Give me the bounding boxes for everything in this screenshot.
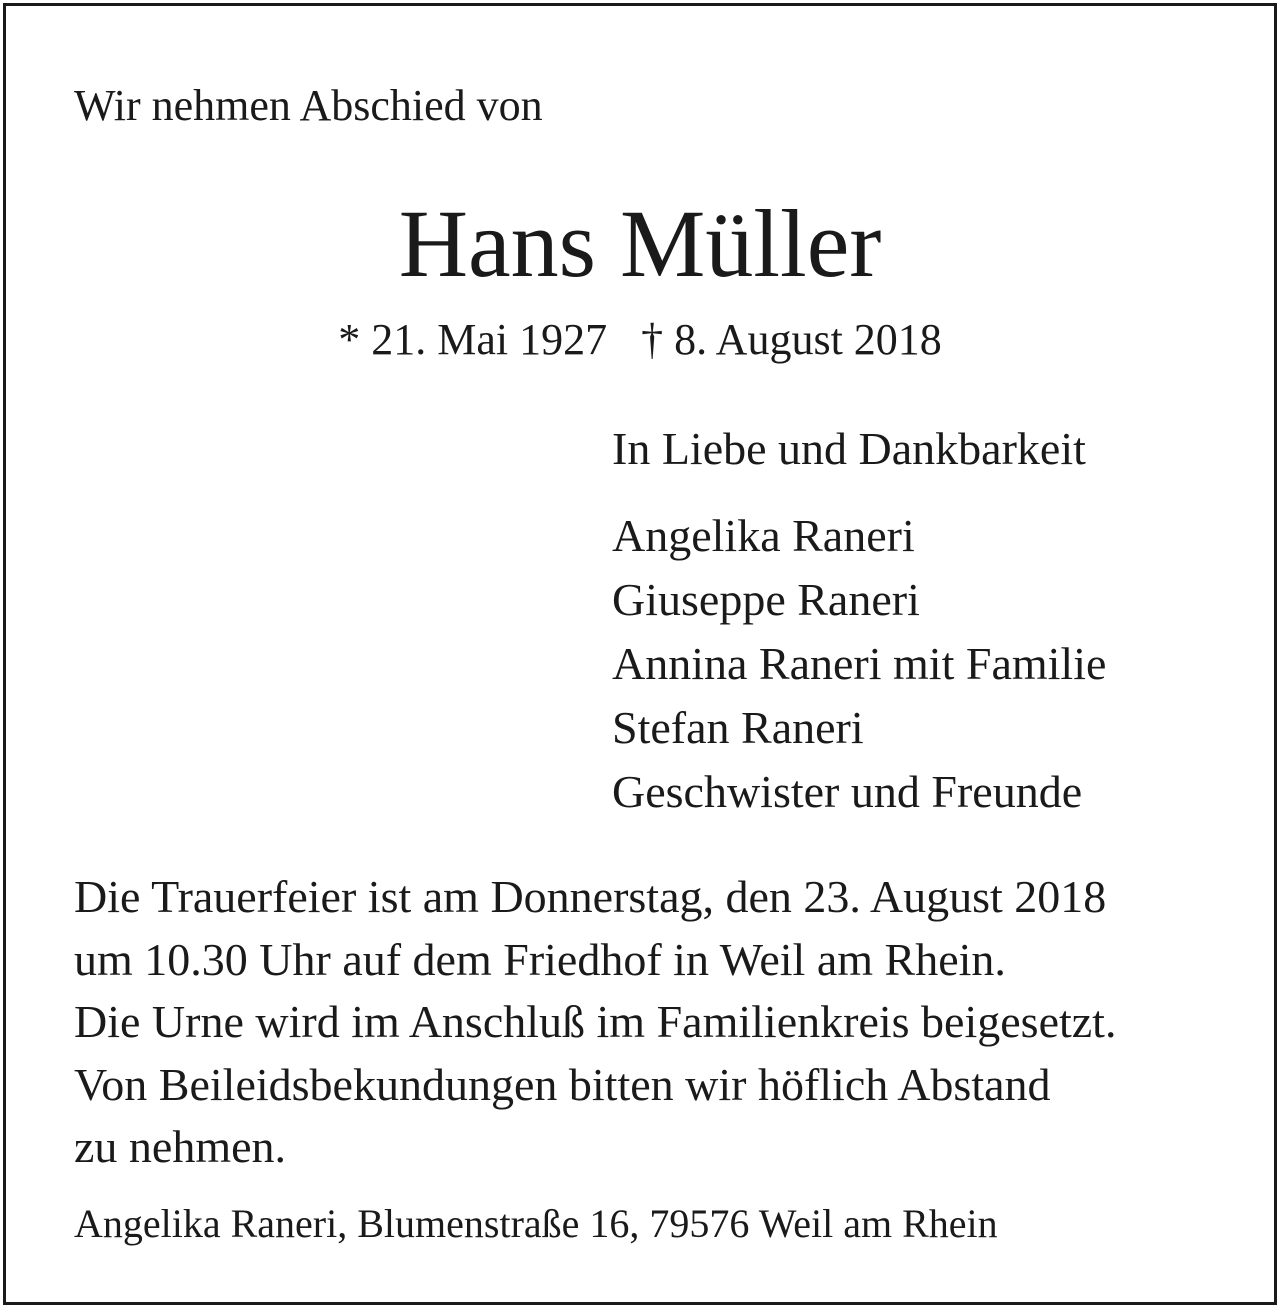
ceremony-line: Von Beileidsbekundungen bitten wir höflich Abstand — [74, 1058, 1051, 1110]
life-dates — [0, 315, 1280, 364]
ceremony-line: Die Urne wird im Anschluß im Familienkreis beigesetzt. — [74, 996, 1117, 1047]
ceremony-line: um 10.30 Uhr auf dem Friedhof in Weil am Rhein. — [74, 933, 1006, 985]
mourner-name: Giuseppe Raneri — [612, 574, 920, 625]
contact-address: Angelika Raneri, Blumenstraße 16, 79576 Weil am Rhein — [74, 1201, 998, 1246]
birth-date: * 21. Mai 1927 — [338, 315, 608, 364]
mourner-name: Angelika Raneri — [612, 510, 915, 561]
tagline: In Liebe und Dankbarkeit — [612, 423, 1086, 474]
ceremony-details — [74, 866, 1214, 1179]
ceremony-line: Die Trauerfeier ist am Donnerstag, den 23. August 2018 — [74, 871, 1107, 922]
mourner-name: Stefan Raneri — [612, 702, 864, 753]
mourners-block — [612, 423, 1107, 824]
mourner-name: Geschwister und Freunde — [612, 766, 1083, 817]
deceased-name: Hans Müller — [398, 190, 882, 297]
ceremony-line: zu nehmen. — [74, 1121, 287, 1172]
death-date: † 8. August 2018 — [641, 315, 942, 364]
intro-text: Wir nehmen Abschied von — [74, 81, 543, 130]
mourner-name: Annina Raneri mit Familie — [612, 638, 1107, 689]
